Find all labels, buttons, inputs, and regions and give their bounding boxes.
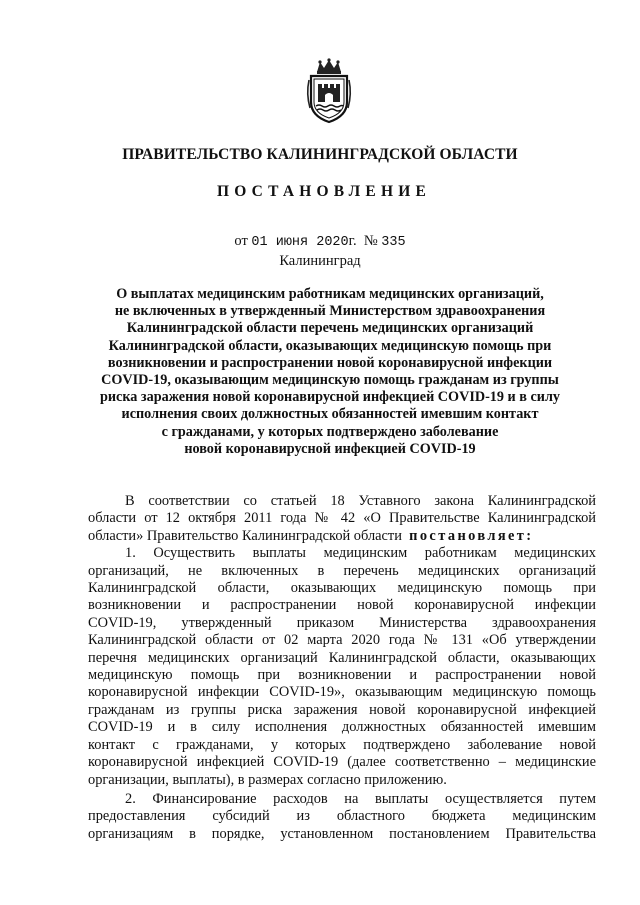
paragraph-line: Калининградской области от 02 марта 2020 года № 131 «Об утверждении: [88, 632, 596, 649]
paragraph-line: возникновении и распространении новой коронавирусной инфекции: [88, 597, 596, 614]
subject-line: возникновении и распространении новой коронавирусной инфекции: [107, 354, 553, 371]
paragraph-line: медицинскую помощь при возникновении и распространении новой: [88, 667, 596, 684]
preamble-line: В соответствии со статьей 18 Уставного закона Калининградской: [125, 493, 596, 509]
city-name: Калининград: [279, 253, 361, 269]
subject-line: COVID-19, оказывающим медицинскую помощь гражданам из группы: [101, 372, 559, 389]
resolution-keyword: постановляет:: [409, 527, 534, 544]
paragraph-line: коронавирусной инфекции COVID-19», оказывающим медицинскую помощь: [88, 684, 596, 701]
subject-line: О выплатах медицинским работникам медицинских организаций,: [116, 286, 544, 302]
government-title: ПРАВИТЕЛЬСТВО КАЛИНИНГРАДСКОЙ ОБЛАСТИ: [122, 146, 518, 163]
paragraph-line: организации, выплаты), в размерах согласно приложению.: [88, 771, 447, 788]
subject-line: новой коронавирусной инфекцией COVID-19: [184, 440, 476, 457]
date-prefix: от: [234, 233, 248, 249]
paragraph-line: Калининградской области, оказывающих медицинскую помощь при: [88, 580, 596, 597]
subject-line: с гражданами, у которых подтверждено заболевание: [161, 423, 499, 440]
coat-of-arms-emblem: [303, 58, 355, 124]
subject-line: Калининградской области, оказывающих медицинскую помощь при: [108, 337, 552, 354]
preamble-line: области от 12 октября 2011 года № 42 «О Правительстве Калининградской: [88, 510, 596, 527]
paragraph-line: 1. Осуществить выплаты медицинским работникам медицинских: [125, 545, 596, 562]
subject-line: Калининградской области перечень медицинских организаций: [126, 320, 534, 337]
number-sign: №: [363, 233, 378, 249]
document-number: 335: [381, 235, 406, 250]
preamble-line: [88, 528, 596, 545]
paragraph-line: гражданам из группы риска заражения новой коронавирусной инфекцией: [88, 701, 596, 718]
document-body: [88, 493, 596, 843]
document-subject: [90, 286, 570, 458]
paragraph-line: организаций, не включенных в перечень медицинских организаций: [88, 562, 596, 579]
paragraph-1: [88, 545, 596, 789]
paragraph-line: организациям в порядке, установленном постановлением Правительства: [88, 825, 596, 842]
paragraph-line: коронавирусной инфекцией COVID-19 (далее соответственно – медицинские: [88, 754, 596, 771]
preamble-text: области» Правительство Калининградской области: [88, 527, 402, 544]
paragraph-line: перечня медицинских организаций Калининградской области, оказывающих: [88, 649, 596, 666]
paragraph-line: контакт с гражданами, у которых подтверждено заболевание новой: [88, 736, 596, 753]
date-value: 01 июня 2020: [251, 235, 349, 250]
document-date-line: [0, 233, 640, 250]
subject-line: не включенных в утвержденный Министерством здравоохранения: [114, 303, 546, 320]
paragraph-line: 2. Финансирование расходов на выплаты осуществляется путем: [125, 790, 596, 807]
paragraph-2: [88, 791, 596, 843]
preamble: [88, 493, 596, 545]
paragraph-line: COVID-19 и в силу исполнения должностных обязанностей имевшим: [88, 719, 596, 736]
document-type-title: ПОСТАНОВЛЕНИЕ: [216, 183, 432, 200]
subject-line: исполнения своих должностных обязанностей имевшим контакт: [121, 406, 539, 423]
paragraph-line: COVID-19, утвержденный приказом Министерства здравоохранения: [88, 614, 596, 631]
paragraph-line: предоставления субсидий из областного бюджета медицинским: [88, 808, 596, 825]
subject-line: риска заражения новой коронавирусной инфекцией COVID-19 и в силу: [99, 389, 561, 406]
date-suffix: г.: [348, 233, 357, 249]
